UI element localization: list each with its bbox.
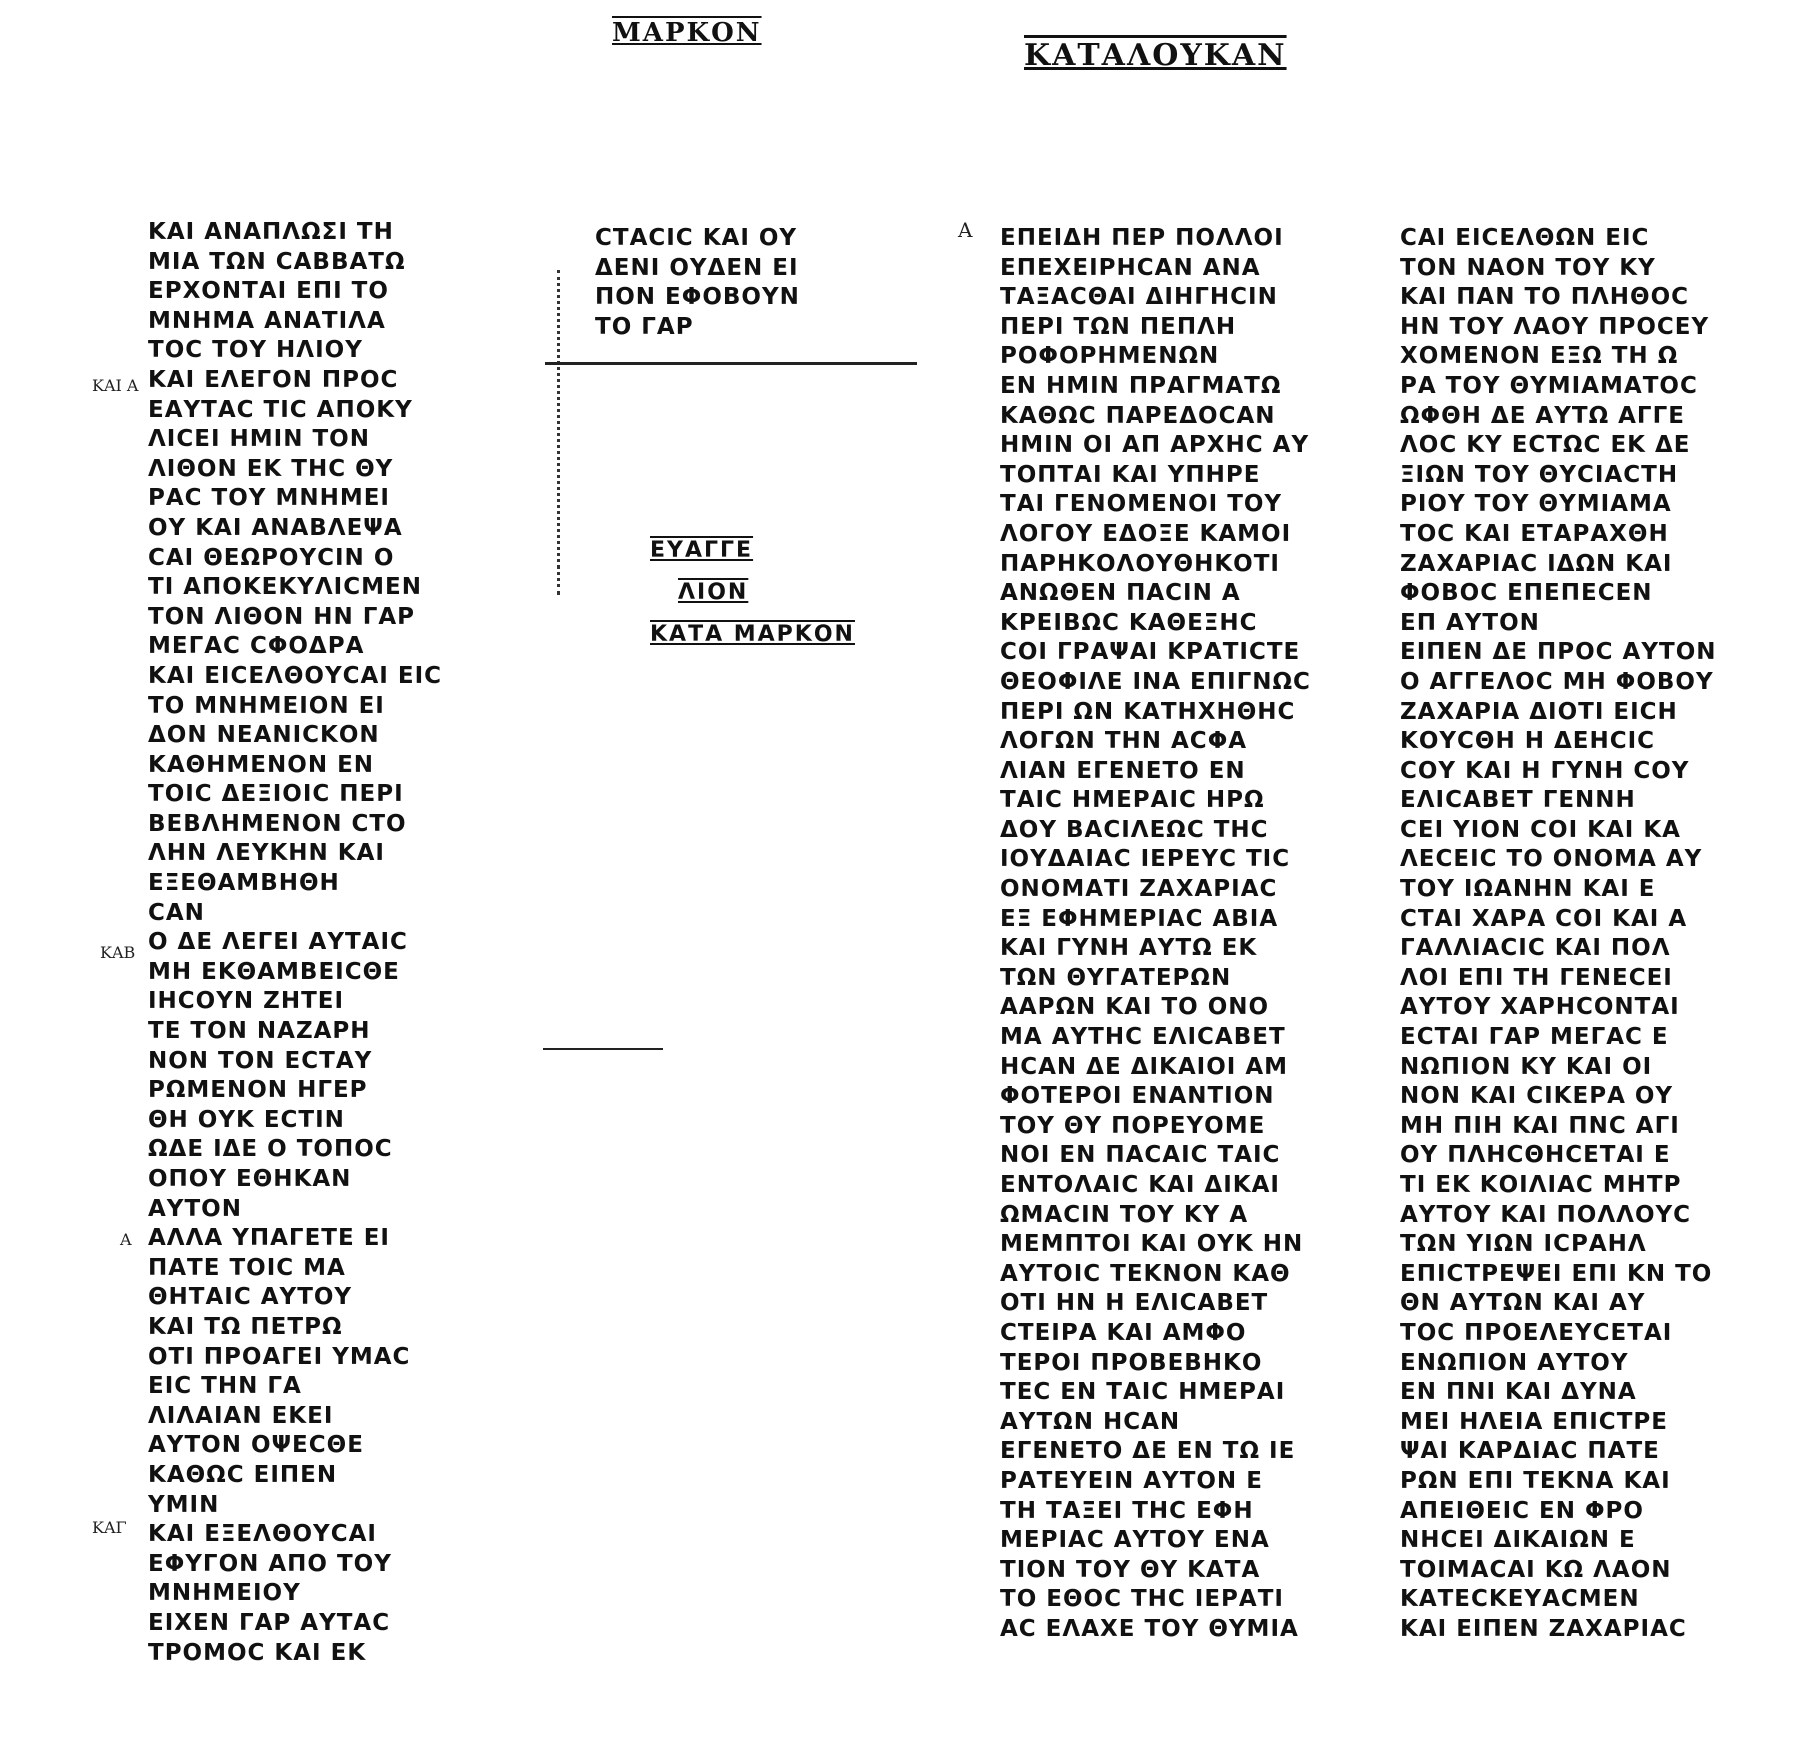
text-line: ΩΦΘΗ ΔΕ ΑΥΤΩ ΑΓΓΕ [1400, 402, 1685, 429]
text-line: ΘΗΤΑΙC ΑΥΤΟΥ [148, 1284, 353, 1311]
text-line: ΤΟ ΜΝΗΜΕΙΟΝ ΕΙ [148, 692, 385, 719]
text-line: ΗΜΙΝ ΟΙ ΑΠ ΑΡΧΗC ΑΥ [1000, 432, 1310, 459]
text-line: ΑΥΤΟΥ ΧΑΡΗCΟΝΤΑΙ [1400, 994, 1680, 1021]
text-line: ΧΟΜΕΝΟΝ ΕΞΩ ΤΗ Ω [1400, 343, 1679, 370]
text-line: ΤΕΡΟΙ ΠΡΟΒΕΒΗΚΟ [1000, 1349, 1263, 1376]
text-line: ΒΕΒΛΗΜΕΝΟΝ CΤΟ [148, 810, 407, 837]
text-line: ΑΥΤΟΝ [148, 1195, 242, 1222]
text-line: ΚΑΙ ΕΛΕΓΟΝ ΠΡΟC [148, 366, 399, 393]
margin-note: ΚΑΒ [100, 943, 136, 962]
text-line: ΛΟΓΟΥ ΕΔΟΞΕ ΚΑΜΟΙ [1000, 520, 1292, 547]
text-line: ΥΜΙΝ [148, 1491, 220, 1518]
text-line: ΤΙ ΕΚ ΚΟΙΛΙΑC ΜΗΤΡ [1400, 1172, 1682, 1198]
text-line: ΕΑΥΤΑC ΤΙC ΑΠΟΚΥ [148, 396, 413, 423]
margin-note: ΚΑΓ [92, 1518, 127, 1537]
text-line: ΛΙΛΑΙΑΝ ΕΚΕΙ [148, 1402, 334, 1429]
text-line: ΚΑΙ ΑΝΑΠΛΩΣΙ ΤΗ [148, 219, 394, 245]
text-line: ΕΙΠΕΝ ΔΕ ΠΡΟC ΑΥΤΟΝ [1400, 639, 1717, 666]
text-line: ΚΑΘΩC ΠΑΡΕΔΟCΑΝ [1000, 402, 1276, 429]
section-divider [543, 1048, 663, 1050]
text-line: ΑΥΤΟΙC ΤΕΚΝΟΝ ΚΑΘ [1000, 1260, 1291, 1287]
text-column-1 [148, 218, 523, 1668]
colophon-line: ΕΥΑΓΓΕ [650, 538, 754, 563]
text-line: ΤΟΥ ΙΩΑΝΗΝ ΚΑΙ Ε [1400, 876, 1656, 903]
text-line: ΖΑΧΑΡΙΑ ΔΙΟΤΙ ΕΙCΗ [1400, 698, 1678, 725]
text-line: ΡΟΦΟΡΗΜΕΝΩΝ [1000, 343, 1220, 370]
text-line: ΚΑΘΗΜΕΝΟΝ ΕΝ [148, 751, 375, 778]
text-line: ΝΟΝ ΚΑΙ CΙΚΕΡΑ ΟΥ [1400, 1083, 1674, 1110]
colophon-line: ΛΙΟΝ [678, 580, 749, 605]
text-line: ΚΑΘΩC ΕΙΠΕΝ [148, 1461, 338, 1488]
text-line: ΤΕC ΕΝ ΤΑΙC ΗΜΕΡΑΙ [1000, 1379, 1286, 1406]
text-line: ΖΑΧΑΡΙΑC ΙΔΩΝ ΚΑΙ [1400, 550, 1673, 577]
text-line: ΝΗCΕΙ ΔΙΚΑΙΩΝ Ε [1400, 1527, 1636, 1554]
text-line: ΕΠΕΙΔΗ ΠΕΡ ΠΟΛΛΟΙ [1000, 225, 1284, 251]
text-line: ΟΤΙ ΠΡΟΑΓΕΙ ΥΜΑC [148, 1343, 411, 1370]
text-line: ΠΑΡΗΚΟΛΟΥΘΗΚΟΤΙ [1000, 550, 1280, 577]
text-line: ΡΑ ΤΟΥ ΘΥΜΙΑΜΑΤΟC [1400, 372, 1698, 399]
text-line: ΤΑΙ ΓΕΝΟΜΕΝΟΙ ΤΟΥ [1000, 491, 1283, 518]
text-line: ΟΠΟΥ ΕΘΗΚΑΝ [148, 1166, 352, 1192]
text-line: ΕΦΥΓΟΝ ΑΠΟ ΤΟΥ [148, 1550, 392, 1577]
text-line: ΡΩΜΕΝΟΝ ΗΓΕΡ [148, 1077, 368, 1104]
text-line: ΚΑΙ ΕΙΠΕΝ ΖΑΧΑΡΙΑC [1400, 1615, 1687, 1642]
text-line: CΑΙ ΕΙCΕΛΘΩΝ ΕΙC [1400, 225, 1650, 251]
colophon [650, 530, 855, 656]
text-line: ΡΙΟΥ ΤΟΥ ΘΥΜΙΑΜΑ [1400, 491, 1672, 518]
text-line: ΟΥ ΚΑΙ ΑΝΑΒΛΕΨΑ [148, 514, 403, 541]
header-right-title: ΚΑΤΑΛΟΥΚΑΝ [1024, 38, 1287, 73]
text-line: ΕΠΙCΤΡΕΨΕΙ ΕΠΙ ΚΝ ΤΟ [1400, 1260, 1713, 1287]
header-left-title: ΜΑΡΚΟΝ [612, 18, 762, 48]
text-line: CΑΙ ΘΕΩΡΟΥCΙΝ Ο [148, 544, 395, 571]
text-line: ΚΟΥCΘΗ Η ΔΕΗCΙC [1400, 728, 1656, 755]
text-line: ΕΝΤΟΛΑΙC ΚΑΙ ΔΙΚΑΙ [1000, 1172, 1280, 1198]
text-line: ΜΗ ΕΚΘΑΜΒΕΙCΘΕ [148, 958, 400, 985]
text-line: ΕΝ ΠΝΙ ΚΑΙ ΔΥΝΑ [1400, 1379, 1637, 1406]
text-line: ΑΠΕΙΘΕΙC ΕΝ ΦΡΟ [1400, 1497, 1644, 1524]
text-line: CΤΑΙ ΧΑΡΑ CΟΙ ΚΑΙ Α [1400, 905, 1688, 932]
text-line: ΙΟΥΔΑΙΑC ΙΕΡΕΥC ΤΙC [1000, 846, 1291, 873]
text-line: ΞΙΩΝ ΤΟΥ ΘΥCΙΑCΤΗ [1400, 461, 1679, 488]
text-line: ΜΝΗΜΕΙΟΥ [148, 1580, 301, 1607]
text-line: Ο ΑΓΓΕΛΟC ΜΗ ΦΟΒΟΥ [1400, 668, 1714, 695]
colophon-line: ΚΑΤΑ ΜΑΡΚΟΝ [650, 622, 855, 647]
text-line: ΑC ΕΛΑΧΕ ΤΟΥ ΘΥΜΙΑ [1000, 1615, 1299, 1642]
text-line: ΘΕΟΦΙΛΕ ΙΝΑ ΕΠΙΓΝΩC [1000, 668, 1311, 695]
text-line: CΤΕΙΡΑ ΚΑΙ ΑΜΦΟ [1000, 1319, 1247, 1346]
text-line: ΘΝ ΑΥΤΩΝ ΚΑΙ ΑΥ [1400, 1290, 1646, 1317]
margin-note: ΚΑΙ Α [92, 376, 139, 395]
text-line: ΤΟΙC ΔΕΞΙΟΙC ΠΕΡΙ [148, 781, 404, 808]
text-line: ΟΤΙ ΗΝ Η ΕΛΙCΑΒΕΤ [1000, 1290, 1269, 1317]
text-line: ΛΙCΕΙ ΗΜΙΝ ΤΟΝ [148, 426, 370, 453]
text-line: ΕΛΙCΑΒΕΤ ΓΕΝΝΗ [1400, 787, 1636, 814]
text-line: ΤΟΥ ΘΥ ΠΟΡΕΥΟΜΕ [1000, 1112, 1266, 1139]
dotted-rule [557, 565, 560, 595]
text-line: ΕΞ ΕΦΗΜΕΡΙΑC ΑΒΙΑ [1000, 905, 1279, 932]
text-line: ΕΞΕΘΑΜΒΗΘΗ [148, 870, 340, 897]
text-line: ΕCΤΑΙ ΓΑΡ ΜΕΓΑC Ε [1400, 1024, 1669, 1051]
text-line: ΑΥΤΟΥ ΚΑΙ ΠΟΛΛΟΥC [1400, 1201, 1692, 1228]
text-line: Ο ΔΕ ΛΕΓΕΙ ΑΥΤΑΙC [148, 929, 408, 956]
text-line: ΔΕΝΙ ΟΥΔΕΝ ΕΙ [595, 254, 799, 281]
text-line: ΤΟC ΤΟΥ ΗΛΙΟΥ [148, 337, 363, 364]
text-line: ΝΟΝ ΤΟΝ ΕCΤΑΥ [148, 1047, 373, 1074]
text-line: ΓΑΛΛΙΑCΙC ΚΑΙ ΠΟΛ [1400, 935, 1671, 962]
text-line: ΤΟΙΜΑCΑΙ ΚΩ ΛΑΟΝ [1400, 1556, 1672, 1583]
text-line: ΜΕΜΠΤΟΙ ΚΑΙ ΟΥΚ ΗΝ [1000, 1231, 1304, 1258]
text-line: ΤΟ ΓΑΡ [595, 313, 694, 340]
text-line: ΙΗCΟΥΝ ΖΗΤΕΙ [148, 988, 345, 1015]
text-line: ΜΕΙ ΗΛΕΙΑ ΕΠΙCΤΡΕ [1400, 1408, 1668, 1435]
text-line: CΕΙ ΥΙΟΝ CΟΙ ΚΑΙ ΚΑ [1400, 816, 1681, 843]
margin-note: Α [120, 1230, 132, 1249]
dotted-rule [557, 270, 560, 562]
text-line: ΤΟC ΚΑΙ ΕΤΑΡΑΧΘΗ [1400, 520, 1669, 547]
text-line: ΑΝΩΘΕΝ ΠΑCΙΝ Α [1000, 580, 1241, 607]
text-line: CΤΑCΙC ΚΑΙ ΟΥ [595, 225, 798, 251]
text-line: ΡΩΝ ΕΠΙ ΤΕΚΝΑ ΚΑΙ [1400, 1467, 1671, 1494]
text-line: ΩΜΑCΙΝ ΤΟΥ ΚΥ Α [1000, 1201, 1249, 1228]
text-line: ΚΑΙ ΤΩ ΠΕΤΡΩ [148, 1313, 343, 1340]
text-line: ΜΑ ΑΥΤΗC ΕΛΙCΑΒΕΤ [1000, 1024, 1286, 1051]
text-column-3 [1000, 224, 1350, 1645]
text-line: ΚΑΙ ΕΙCΕΛΘΟΥCΑΙ ΕΙC [148, 662, 443, 689]
text-line: ΨΑΙ ΚΑΡΔΙΑC ΠΑΤΕ [1400, 1438, 1660, 1465]
text-column-2 [595, 224, 925, 342]
text-line: ΤΩΝ ΘΥΓΑΤΕΡΩΝ [1000, 964, 1232, 991]
text-line: ΤΡΟΜΟC ΚΑΙ ΕΚ [148, 1639, 367, 1666]
text-line: ΜΙΑ ΤΩΝ CΑΒΒΑΤΩ [148, 248, 406, 275]
text-line: ΕΝΩΠΙΟΝ ΑΥΤΟΥ [1400, 1349, 1629, 1376]
text-line: ΤΕ ΤΟΝ ΝΑΖΑΡΗ [148, 1018, 371, 1045]
section-divider [545, 362, 917, 365]
text-line: CΑΝ [148, 899, 205, 926]
text-line: ΦΟΒΟC ΕΠΕΠΕCΕΝ [1400, 580, 1653, 607]
text-line: ΡΑΤΕΥΕΙΝ ΑΥΤΟΝ Ε [1000, 1467, 1263, 1494]
text-column-4 [1400, 224, 1770, 1645]
text-line: ΩΔΕ ΙΔΕ Ο ΤΟΠΟC [148, 1136, 393, 1163]
text-line: ΠΕΡΙ ΩΝ ΚΑΤΗΧΗΘΗC [1000, 698, 1296, 725]
text-line: ΕΙΧΕΝ ΓΑΡ ΑΥΤΑC [148, 1609, 391, 1636]
text-line: ΟΥ ΠΛΗCΘΗCΕΤΑΙ Ε [1400, 1142, 1671, 1169]
text-line: ΤΑΞΑCΘΑΙ ΔΙΗΓΗCΙΝ [1000, 284, 1278, 311]
text-line: ΠΑΤΕ ΤΟΙC ΜΑ [148, 1254, 346, 1281]
text-line: ΚΑΤΕCΚΕΥΑCΜΕΝ [1400, 1586, 1640, 1613]
text-line: ΜΕΓΑC CΦΟΔΡΑ [148, 633, 365, 660]
text-line: ΛΙΘΟΝ ΕΚ ΤΗC ΘΥ [148, 455, 394, 482]
text-line: ΑΑΡΩΝ ΚΑΙ ΤΟ ΟΝΟ [1000, 994, 1270, 1021]
text-line: ΚΑΙ ΠΑΝ ΤΟ ΠΛΗΘΟC [1400, 284, 1690, 311]
text-line: ΗCΑΝ ΔΕ ΔΙΚΑΙΟΙ ΑΜ [1000, 1053, 1289, 1080]
text-line: ΔΟΝ ΝΕΑΝΙCΚΟΝ [148, 722, 380, 749]
text-line: ΝΩΠΙΟΝ ΚΥ ΚΑΙ ΟΙ [1400, 1053, 1653, 1080]
text-line: ΜΕΡΙΑC ΑΥΤΟΥ ΕΝΑ [1000, 1527, 1270, 1554]
text-line: ΛΟC ΚΥ ΕCΤΩC ΕΚ ΔΕ [1400, 432, 1691, 459]
text-line: ΛΟΙ ΕΠΙ ΤΗ ΓΕΝΕCΕΙ [1400, 964, 1673, 991]
text-line: ΘΗ ΟΥΚ ΕCΤΙΝ [148, 1106, 345, 1133]
text-line: ΑΛΛΑ ΥΠΑΓΕΤΕ ΕΙ [148, 1225, 390, 1252]
margin-note: Α [958, 218, 973, 242]
text-line: ΤΩΝ ΥΙΩΝ ΙCΡΑΗΛ [1400, 1231, 1647, 1258]
text-line: ΜΝΗΜΑ ΑΝΑΤΙΛΑ [148, 307, 386, 334]
text-line: ΕΠ ΑΥΤΟΝ [1400, 609, 1540, 636]
text-line: ΛΟΓΩΝ ΤΗΝ ΑCΦΑ [1000, 728, 1248, 755]
text-line: ΚΑΙ ΕΞΕΛΘΟΥCΑΙ [148, 1521, 377, 1548]
text-line: ΦΟΤΕΡΟΙ ΕΝΑΝΤΙΟΝ [1000, 1083, 1275, 1110]
text-line: ΛΙΑΝ ΕΓΕΝΕΤΟ ΕΝ [1000, 757, 1246, 784]
text-line: ΡΑC ΤΟΥ ΜΝΗΜΕΙ [148, 485, 390, 512]
text-line: CΟΙ ΓΡΑΨΑΙ ΚΡΑΤΙCΤΕ [1000, 639, 1301, 666]
text-line: ΕΙC ΤΗΝ ΓΑ [148, 1373, 302, 1400]
text-line: ΚΡΕΙΒΩC ΚΑΘΕΞΗC [1000, 609, 1258, 636]
text-line: ΝΟΙ ΕΝ ΠΑCΑΙC ΤΑΙC [1000, 1142, 1281, 1169]
text-line: ΕΝ ΗΜΙΝ ΠΡΑΓΜΑΤΩ [1000, 372, 1282, 399]
text-line: ΗΝ ΤΟΥ ΛΑΟΥ ΠΡΟCΕΥ [1400, 313, 1710, 340]
text-line: ΛΕCΕΙC ΤΟ ΟΝΟΜΑ ΑΥ [1400, 846, 1703, 873]
text-line: ΕΠΕΧΕΙΡΗCΑΝ ΑΝΑ [1000, 254, 1261, 281]
text-line: ΕΡΧΟΝΤΑΙ ΕΠΙ ΤΟ [148, 278, 389, 305]
text-line: ΤΙΟΝ ΤΟΥ ΘΥ ΚΑΤΑ [1000, 1556, 1261, 1583]
text-line: ΤΟΝ ΝΑΟΝ ΤΟΥ ΚΥ [1400, 254, 1656, 281]
text-line: ΕΓΕΝΕΤΟ ΔΕ ΕΝ ΤΩ ΙΕ [1000, 1438, 1296, 1465]
text-line: ΤΗ ΤΑΞΕΙ ΤΗC ΕΦΗ [1000, 1497, 1254, 1524]
text-line: ΠΕΡΙ ΤΩΝ ΠΕΠΛΗ [1000, 313, 1237, 340]
text-line: ΤΟΝ ΛΙΘΟΝ ΗΝ ΓΑΡ [148, 603, 416, 630]
text-line: ΑΥΤΟΝ ΟΨΕCΘΕ [148, 1432, 364, 1459]
text-line: ΤΟΠΤΑΙ ΚΑΙ ΥΠΗΡΕ [1000, 461, 1261, 488]
text-line: ΤΑΙC ΗΜΕΡΑΙC ΗΡΩ [1000, 787, 1265, 814]
text-line: ΜΗ ΠΙΗ ΚΑΙ ΠΝC ΑΓΙ [1400, 1112, 1680, 1139]
text-line: ΛΗΝ ΛΕΥΚΗΝ ΚΑΙ [148, 840, 385, 867]
text-line: ΚΑΙ ΓΥΝΗ ΑΥΤΩ ΕΚ [1000, 935, 1258, 962]
text-line: ΤΟC ΠΡΟΕΛΕΥCΕΤΑΙ [1400, 1319, 1673, 1346]
text-line: ΤΙ ΑΠΟΚΕΚΥΛΙCΜΕΝ [148, 574, 422, 601]
text-line: CΟΥ ΚΑΙ Η ΓΥΝΗ CΟΥ [1400, 757, 1690, 784]
text-line: ΤΟ ΕΘΟC ΤΗC ΙΕΡΑΤΙ [1000, 1586, 1284, 1613]
text-line: ΑΥΤΩΝ ΗCΑΝ [1000, 1408, 1181, 1435]
text-line: ΠΟΝ ΕΦΟΒΟΥΝ [595, 284, 800, 311]
text-line: ΔΟΥ ΒΑCΙΛΕΩC ΤΗC [1000, 816, 1269, 843]
text-line: ΟΝΟΜΑΤΙ ΖΑΧΑΡΙΑC [1000, 876, 1278, 903]
